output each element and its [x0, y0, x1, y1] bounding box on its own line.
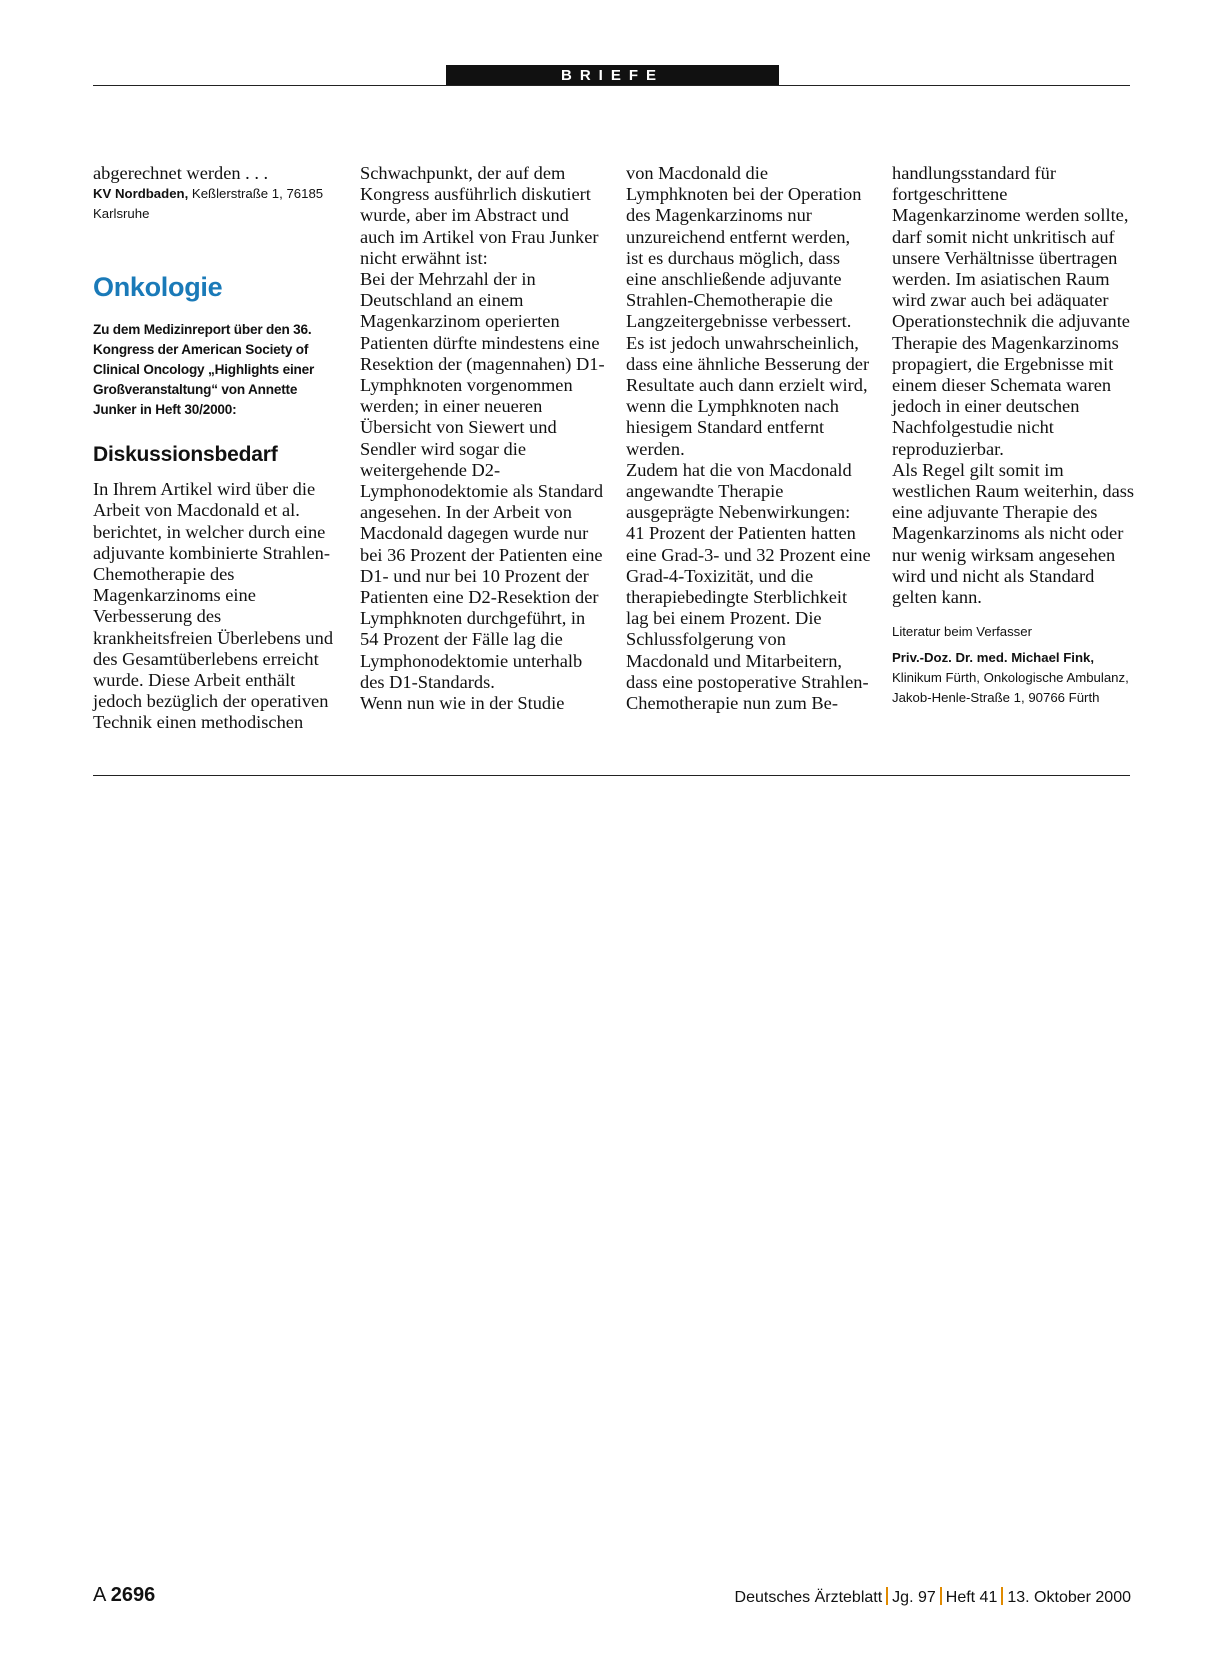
literature-note: Literatur beim Verfasser: [892, 624, 1032, 640]
column-2: [360, 163, 605, 714]
sender-address: Keßlerstraße 1, 76185 Karlsruhe: [93, 186, 324, 222]
journal-footer: [735, 1587, 1131, 1607]
section-label: BRIEFE: [446, 65, 779, 86]
letter-intro: Zu dem Medizinreport über den 36. Kongress der American Society of Clinical Oncology „Highlights einer Großveranstaltung“ von Annette Junker in Heft 30/2000:: [93, 322, 315, 418]
letter-body-paragraph: Zudem hat die von Macdonald angewandte Therapie ausgeprägte Nebenwirkungen: 41 Prozent der Patienten hatten eine Grad-3- und 32 Prozent eine Grad-4-Toxizität, und die therapiebedingte Sterblichkeit lag bei einem Prozent. Die Schlussfolgerung von Macdonald und Mitarbeitern, dass eine postoperative Strahlen-Chemotherapie nun zum Be-: [626, 459, 871, 714]
page-number-value: 2696: [110, 1584, 156, 1606]
letter-headline: Diskussionsbedarf: [93, 443, 278, 467]
footer-separator: [1001, 1587, 1003, 1605]
journal-name: Deutsches Ärzteblatt: [734, 1589, 883, 1606]
column-4: [892, 163, 1137, 708]
footer-separator: [940, 1587, 942, 1605]
page-prefix: A: [93, 1584, 111, 1606]
author-name: Priv.-Doz. Dr. med. Michael Fink,: [892, 650, 1095, 666]
letter-body-paragraph: Schwachpunkt, der auf dem Kongress ausführlich diskutiert wurde, aber im Abstract und auch im Artikel von Frau Junker nicht erwähnt ist:: [360, 163, 599, 268]
author-signature: [892, 648, 1137, 708]
letter-body-paragraph: handlungsstandard für fortgeschrittene Magenkarzinome werden sollte, darf somit nicht unkritisch auf unsere Verhältnisse übertragen werden. Im asiatischen Raum wird zwar auch bei adäquater Operationstechnik die adjuvante Therapie des Magenkarzinoms propagiert, die Ergebnisse mit einem dieser Schemata waren jedoch in einer deutschen Nachfolgestudie nicht reproduzierbar.: [892, 163, 1130, 459]
header-rule: [93, 85, 1130, 86]
letter-body-paragraph: In Ihrem Artikel wird über die Arbeit von Macdonald et al. berichtet, in welcher durch eine adjuvante kombinierte Strahlen-Chemotherapie des Magenkarzinoms eine Verbesserung des krankheitsfreien Überlebens und des Gesamtüberlebens erreicht wurde. Diese Arbeit enthält jedoch bezüglich der operativen Technik einen methodischen: [93, 479, 334, 733]
author-address: Klinikum Fürth, Onkologische Ambulanz, Jakob-Henle-Straße 1, 90766 Fürth: [892, 670, 1129, 706]
page-number: [93, 1584, 155, 1607]
letter-body-paragraph: Wenn nun wie in der Studie: [360, 693, 565, 714]
body-text-continuation: abgerechnet werden . . .: [93, 163, 269, 183]
letter-body-paragraph: Als Regel gilt somit im westlichen Raum weiterhin, dass eine adjuvante Therapie des Magenkarzinoms als nicht oder nur wenig wirksam angesehen wird und nicht als Standard gelten kann.: [892, 459, 1135, 608]
section-title: Onkologie: [93, 272, 223, 303]
footer-separator: [886, 1587, 888, 1605]
sender-name: KV Nordbaden,: [93, 186, 189, 202]
sender-signature: [93, 184, 338, 224]
letter-body-paragraph: von Macdonald die Lymphknoten bei der Operation des Magenkarzinoms nur unzureichend entfernt werden, ist es durchaus möglich, dass eine anschließende adjuvante Strahlen-Chemotherapie die Langzeitergebnisse verbessert. Es ist jedoch unwahrscheinlich, dass eine ähnliche Besserung der Resultate auch dann erzielt wird, wenn die Lymphknoten nach hiesigem Standard entfernt werden.: [626, 163, 870, 459]
letter-body-paragraph: Bei der Mehrzahl der in Deutschland an einem Magenkarzinom operierten Patienten dürfte mindestens eine Resektion der (magennahen) D1-Lymphknoten vorgenommen werden; in einer neueren Übersicht von Siewert und Sendler wird sogar die weitergehende D2-Lymphonodektomie als Standard angesehen. In der Arbeit von Macdonald dagegen wurde nur bei 36 Prozent der Patienten eine D1- und nur bei 10 Prozent der Patienten eine D2-Resektion der Lymphknoten durchgeführt, in 54 Prozent der Fälle lag die Lymphonodektomie unterhalb des D1-Standards.: [360, 269, 605, 692]
column-1: [93, 163, 338, 734]
journal-volume: Jg. 97: [892, 1589, 936, 1606]
journal-date: 13. Oktober 2000: [1007, 1589, 1131, 1606]
article-end-rule: [93, 775, 1130, 776]
column-3: [626, 163, 871, 714]
journal-issue: Heft 41: [945, 1589, 998, 1606]
